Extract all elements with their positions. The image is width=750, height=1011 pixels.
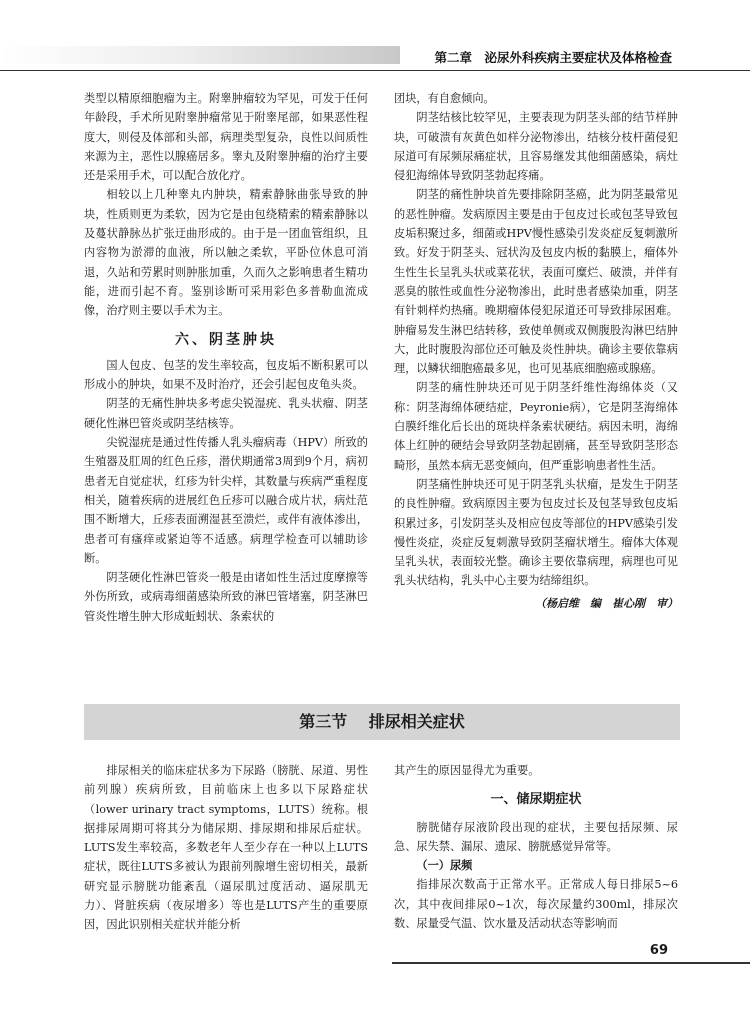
paragraph: 团块，有自愈倾向。 <box>394 92 495 105</box>
paragraph: 其产生的原因显得尤为重要。 <box>394 764 540 777</box>
author-credit: （杨启维 编 崔心刚 审） <box>535 596 678 610</box>
right-column-bottom <box>394 761 678 933</box>
header-decor-bar <box>0 46 400 64</box>
paragraph: 相较以上几种睾丸内肿块，精索静脉曲张导致的肿块，性质则更为柔软，因为它是由包绕精索的精索静脉以及蔓状静脉丛扩张迂曲形成的。由于是一团血管组织，且内容物为淤滞的血液，所以触之柔软，平卧位休息可消退，久站和劳累时则肿胀加重，久而久之影响患者生精功能，进而引起不育。鉴别诊断可采用彩色多普勒血流成像，治疗则主要以手术为主。 <box>84 188 368 318</box>
section-banner <box>84 704 680 740</box>
paragraph: 尖锐湿疣是通过性传播人乳头瘤病毒（HPV）所致的生殖器及肛周的红色丘疹，潜伏期通常3周到9个月，病初患者无自觉症状，红疹为针尖样，其数量与疾病严重程度相关，随着疾病的进展红色丘疹可以融合成片状，病灶范围不断增大，丘疹表面溯湿甚至溃烂，或伴有液体渗出，患者可有瘙痒或紧迫等不适感。病理学检查可以辅助诊断。 <box>84 436 368 565</box>
left-column-top <box>84 89 368 626</box>
paragraph: 阴茎的痛性肿块首先要排除阴茎癌，此为阴茎最常见的恶性肿瘤。发病原因主要是由于包皮过长或包茎导致包皮垢积聚过多，细菌或HPV慢性感染引发炎症反复刺激所致。好发于阴茎头、冠状沟及包皮内板的黏膜上，瘤体外生性生长呈乳头状或菜花状，表面可糜烂、破溃，并伴有恶臭的脓性或血性分泌物渗出，此时患者感染加重，阴茎有针刺样灼热痛。晚期瘤体侵犯尿道还可导致排尿困难。肿瘤易发生淋巴结转移，致使单侧或双侧腹股沟淋巴结肿大，此时腹股沟部位还可触及炎性肿块。确诊主要依靠病理，以鳞状细胞癌最多见，也可见基底细胞癌或腺癌。 <box>394 188 678 376</box>
paragraph: 排尿相关的临床症状多为下尿路（膀胱、尿道、男性前列腺）疾病所致，目前临床上也多以下尿路症状（lower urinary tract symptoms，LUTS）统称。根据排尿周期可将其分为储尿期、排尿期和排尿后症状。LUTS发生率较高，多数老年人至少存在一种以上LUTS症状，既往LUTS多被认为跟前列腺增生密切相关，最新研究显示膀胱功能紊乱（逼尿肌过度活动、逼尿肌无力）、肾脏疾病（夜尿增多）等也是LUTS产生的重要原因，因此识别相关症状并能分析 <box>84 764 368 932</box>
right-column-top <box>394 89 678 613</box>
minor-heading: （一）尿频 <box>416 859 473 873</box>
chapter-title: 第二章 泌尿外科疾病主要症状及体格检查 <box>434 50 672 65</box>
page-number: 69 <box>649 943 668 958</box>
paragraph: 阴茎的无痛性肿块多考虑尖锐湿疣、乳头状瘤、阴茎硬化性淋巴管炎或阴茎结核等。 <box>84 397 368 430</box>
subsection-heading: 六、阴茎肿块 <box>175 331 277 348</box>
paragraph: 阴茎痛性肿块还可见于阴茎乳头状瘤，是发生于阴茎的良性肿瘤。致病原因主要为包皮过长及包茎导致包皮垢积累过多，引发阴茎头及相应包皮等部位的HPV感染引发慢性炎症，炎症反复刺激导致阴茎瘤状增生。瘤体大体观呈乳头状，表面较光整。确诊主要依靠病理，病理也可见乳头状结构，乳头中心主要为结缔组织。 <box>394 477 678 588</box>
paragraph: 阴茎硬化性淋巴管炎一般是由诸如性生活过度摩擦等外伤所致，或病毒细菌感染所致的淋巴管堵塞，阴茎淋巴管炎性增生肿大形成蚯蚓状、条索状的 <box>84 571 368 623</box>
paragraph: 类型以精原细胞瘤为主。附睾肿瘤较为罕见，可发于任何年龄段，手术所见附睾肿瘤常见于附睾尾部，如果恶性程度大，则侵及体部和头部，病理类型复杂，良性以间质性来源为主，恶性以腺癌居多。睾丸及附睾肿瘤的治疗主要还是采用手术，可以配合放化疗。 <box>84 92 368 183</box>
paragraph: 阴茎的痛性肿块还可见于阴茎纤维性海绵体炎（又称：阴茎海绵体硬结症，Peyronie病），它是阴茎海绵体白膜纤维化后长出的斑块样条索状硬结。病因未明，海绵体上红肿的硬结会导致阴茎勃起剧痛，甚至导致阴茎形态畸形，虽然本病无恶变倾向，但严重影响患者性生活。 <box>394 381 678 472</box>
paragraph: 阴茎结核比较罕见，主要表现为阴茎头部的结节样肿块，可破溃有灰黄色如样分泌物渗出，结核分枝杆菌侵犯尿道可有尿频尿痛症状，且容易继发其他细菌感染，病灶侵犯海绵体导致阴茎勃起疼痛。 <box>394 111 678 183</box>
paragraph: 膀胱储存尿液阶段出现的症状，主要包括尿频、尿急、尿失禁、漏尿、遗尿、膀胱感觉异常等。 <box>394 820 678 853</box>
section-number: 第三节 <box>299 712 348 731</box>
footer-rule <box>392 962 750 964</box>
section-title: 排尿相关症状 <box>368 712 465 731</box>
paragraph: 指排尿次数高于正常水平。正常成人每日排尿5~6次，其中夜间排尿0~1次，每次尿量约300ml，排尿次数、尿量受气温、饮水量及活动状态等影响而 <box>394 878 678 931</box>
paragraph: 国人包皮、包茎的发生率较高，包皮垢不断积累可以形成小的肿块，如果不及时治疗，还会引起包皮龟头炎。 <box>84 358 368 392</box>
subsection-heading: 一、储尿期症状 <box>490 792 582 808</box>
left-column-bottom <box>84 761 368 935</box>
page-header <box>0 36 750 71</box>
